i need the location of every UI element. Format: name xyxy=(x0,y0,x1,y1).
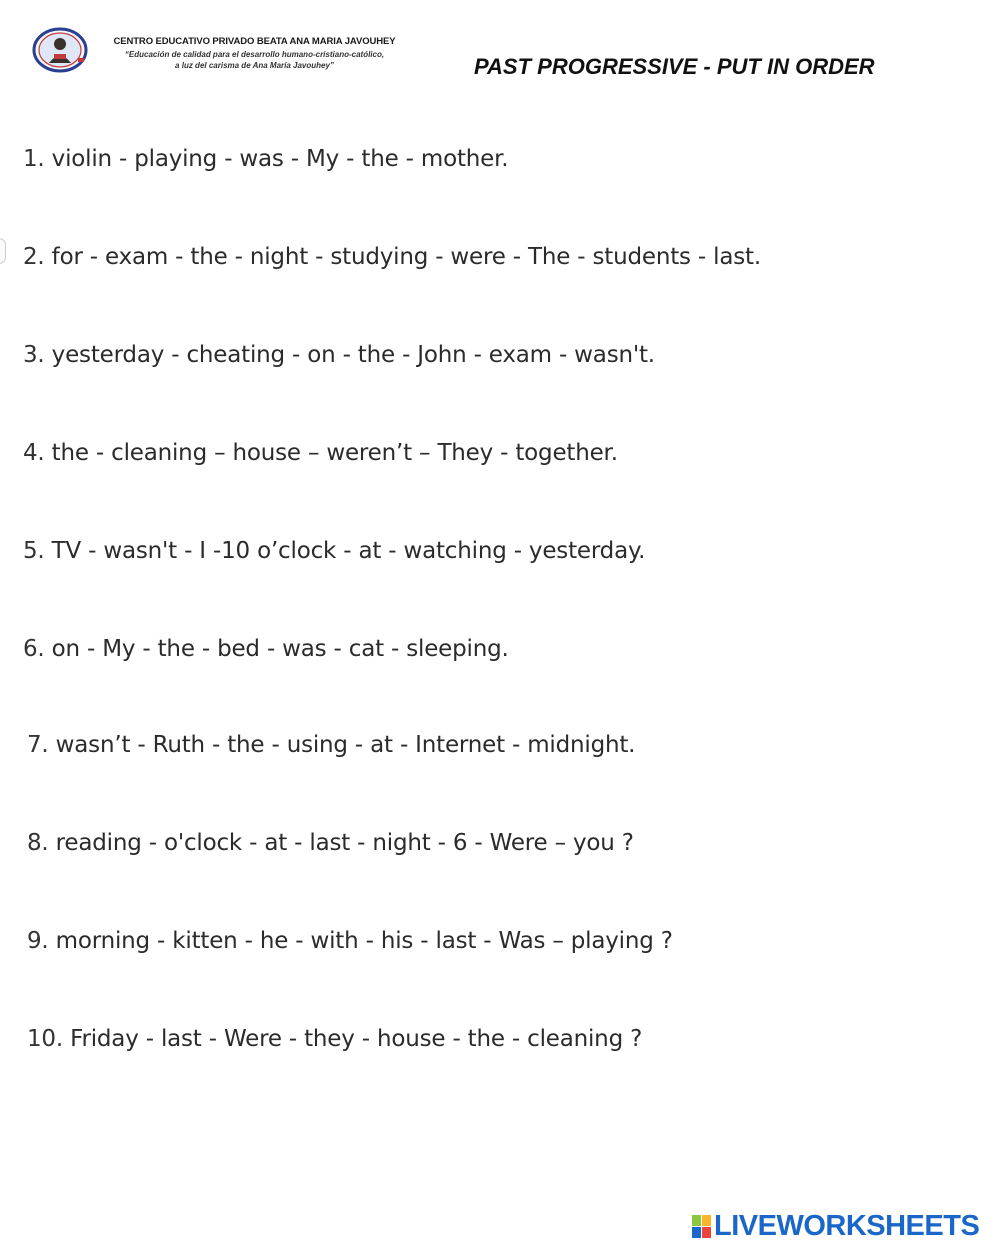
brand-name: LIVEWORKSHEETS xyxy=(714,1210,980,1242)
item-words: reading - o'clock - at - last - night - 6 - Were – you ? xyxy=(55,830,634,856)
school-motto-line2: a luz del carisma de Ana María Javouhey” xyxy=(175,61,334,70)
exercise-item xyxy=(23,636,509,662)
exercise-item xyxy=(27,830,634,856)
item-number: 5. xyxy=(23,538,45,564)
item-number: 1. xyxy=(23,146,45,172)
item-words: violin - playing - was - My - the - mother. xyxy=(51,146,509,172)
item-number: 9. xyxy=(27,928,49,954)
item-number: 8. xyxy=(27,830,49,856)
item-number: 10. xyxy=(27,1026,63,1052)
item-words: yesterday - cheating - on - the - John - exam - wasn't. xyxy=(51,342,655,368)
item-words: for - exam - the - night - studying - were - The - students - last. xyxy=(51,244,761,270)
item-words: wasn’t - Ruth - the - using - at - Internet - midnight. xyxy=(55,732,636,758)
worksheet-title: PAST PROGRESSIVE - PUT IN ORDER xyxy=(474,54,875,79)
exercise-item xyxy=(27,1026,642,1052)
liveworksheets-logo-icon xyxy=(692,1215,712,1239)
exercise-item xyxy=(23,440,618,466)
item-words: on - My - the - bed - was - cat - sleeping. xyxy=(51,636,509,662)
liveworksheets-brand[interactable] xyxy=(692,1210,979,1243)
item-number: 2. xyxy=(23,244,45,270)
item-number: 6. xyxy=(23,636,45,662)
item-words: TV - wasn't - I -10 o’clock - at - watching - yesterday. xyxy=(51,538,646,564)
item-number: 3. xyxy=(23,342,45,368)
exercise-item xyxy=(27,732,635,758)
item-words: morning - kitten - he - with - his - last - Was – playing ? xyxy=(55,928,673,954)
exercise-item xyxy=(23,244,761,270)
item-number: 4. xyxy=(23,440,45,466)
exercise-item xyxy=(27,928,673,954)
school-name: CENTRO EDUCATIVO PRIVADO BEATA ANA MARIA JAVOUHEY xyxy=(113,36,396,47)
exercise-item xyxy=(23,146,508,172)
item-number: 7. xyxy=(27,732,49,758)
school-motto-line1: “Educación de calidad para el desarrollo humano-cristiano-católico, xyxy=(124,50,385,59)
item-words: Friday - last - Were - they - house - the - cleaning ? xyxy=(70,1026,643,1052)
exercise-item xyxy=(23,342,655,368)
exercise-item xyxy=(23,538,645,564)
item-words: the - cleaning – house – weren’t – They - together. xyxy=(51,440,618,466)
